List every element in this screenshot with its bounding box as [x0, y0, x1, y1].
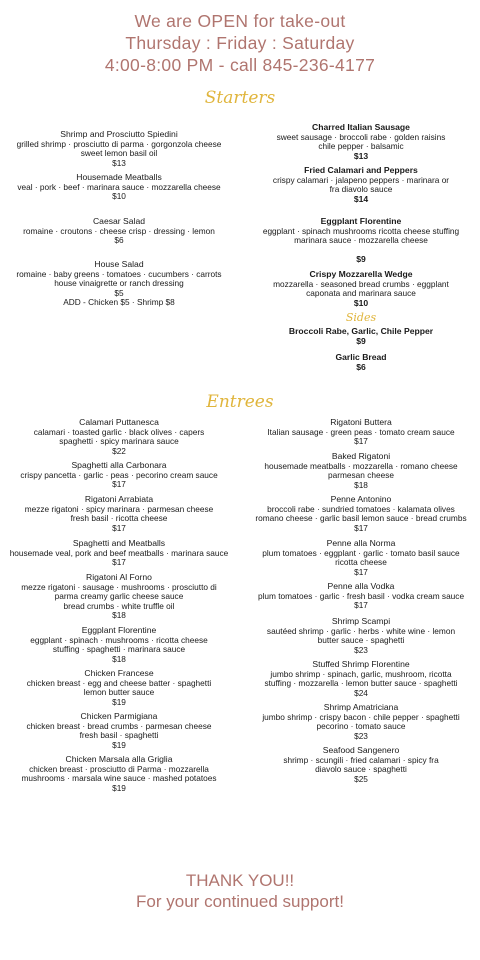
item-desc: housemade veal, pork and beef meatballs · marinara sauce — [9, 547, 229, 558]
item-desc: chile pepper · balsamic — [318, 141, 404, 152]
item-desc: crispy calamari · jalapeno peppers · marinara or — [272, 174, 450, 185]
item-name: Spaghetti alla Carbonara — [71, 460, 167, 470]
item-price: $24 — [354, 687, 368, 698]
item-price: $22 — [112, 445, 126, 456]
item-price: $13 — [112, 157, 126, 168]
item-price: $19 — [112, 739, 126, 750]
menu-item — [242, 353, 480, 372]
menu-item — [242, 582, 480, 611]
header — [0, 10, 480, 76]
starters-title: Starters — [204, 88, 276, 108]
menu-item — [0, 539, 238, 568]
menu-item — [242, 418, 480, 447]
item-name: Shrimp Amatriciana — [323, 702, 399, 712]
item-price: $23 — [354, 644, 368, 655]
item-desc: lemon butter sauce — [83, 687, 155, 698]
menu-item — [0, 217, 238, 246]
item-name: Stuffed Shrimp Florentine — [312, 659, 410, 669]
item-name: Rigatoni Al Forno — [86, 572, 152, 582]
item-desc: sautéed shrimp · garlic · herbs · white wine · lemon — [266, 625, 456, 636]
menu-item — [0, 260, 238, 308]
item-name: Broccoli Rabe, Garlic, Chile Pepper — [288, 326, 434, 336]
item-desc: plum tomatoes · eggplant · garlic · tomato basil sauce — [262, 547, 460, 558]
item-desc: spaghetti · spicy marinara sauce — [59, 436, 179, 447]
item-desc: mozzarella · seasoned bread crumbs · eggplant — [273, 278, 449, 289]
menu-item — [0, 461, 238, 490]
sides-title: Sides — [345, 311, 377, 324]
item-price: $6 — [114, 235, 124, 246]
item-desc: sweet sausage · broccoli rabe · golden raisins — [276, 131, 446, 142]
item-name: Caesar Salad — [92, 216, 146, 226]
item-price: $25 — [354, 773, 368, 784]
item-price: $14 — [353, 193, 369, 204]
item-price: $18 — [112, 610, 126, 621]
item-name: Penne alla Norma — [326, 538, 396, 548]
item-desc: butter sauce · spaghetti — [317, 635, 405, 646]
item-desc: mezze rigatoni · sausage · mushrooms · prosciutto di — [21, 581, 217, 592]
item-desc: housemade meatballs · mozzarella · romano cheese — [264, 460, 458, 471]
item-desc: marinara sauce · mozzarella cheese — [294, 235, 428, 246]
item-desc: broccoli rabe · sundried tomatoes · kalamata olives — [267, 503, 455, 514]
item-price: $9 — [356, 335, 366, 346]
item-desc: chicken breast · prosciutto di Parma · mozzarella — [29, 763, 209, 774]
item-name: Chicken Francese — [84, 668, 154, 678]
item-desc: chicken breast · bread crumbs · parmesan cheese — [26, 720, 212, 731]
item-price: $17 — [354, 600, 368, 611]
item-price: $17 — [112, 479, 126, 490]
item-name: Eggplant Florentine — [81, 625, 157, 635]
item-price: $17 — [354, 522, 368, 533]
item-desc: parma creamy garlic cheese sauce — [54, 591, 184, 602]
footer — [0, 870, 480, 912]
item-name: Calamari Puttanesca — [79, 417, 159, 427]
item-desc: sweet lemon basil oil — [80, 148, 158, 159]
item-desc: jumbo shrimp · spinach, garlic, mushroom, ricotta — [270, 668, 452, 679]
item-price: $13 — [353, 150, 369, 161]
menu-item — [0, 626, 238, 664]
item-name: Shrimp Scampi — [331, 616, 391, 626]
item-name: Eggplant Florentine — [320, 216, 402, 226]
item-name: Fried Calamari and Peppers — [304, 165, 418, 175]
item-name: Penne alla Vodka — [327, 581, 395, 591]
item-name: Chicken Marsala alla Griglia — [65, 754, 173, 764]
item-desc: eggplant · spinach mushrooms ricotta cheese stuffing — [262, 225, 460, 236]
item-desc: house vinaigrette or ranch dressing — [54, 278, 184, 289]
item-price: $17 — [112, 557, 126, 568]
item-desc: plum tomatoes · garlic · fresh basil · vodka cream sauce — [257, 590, 465, 601]
item-price: $6 — [356, 361, 366, 372]
item-name: Crispy Mozzarella Wedge — [309, 269, 413, 279]
menu-item — [0, 573, 238, 621]
item-desc: diavolo sauce · spaghetti — [315, 764, 407, 775]
item-name: House Salad — [94, 259, 144, 269]
menu-item — [0, 495, 238, 533]
item-desc: jumbo shrimp · crispy bacon · chile pepper · spaghetti — [262, 711, 460, 722]
item-desc: pecorino · tomato sauce — [316, 721, 406, 732]
item-price: $10 — [353, 297, 369, 308]
menu-item — [0, 669, 238, 707]
item-desc: eggplant · spinach · mushrooms · ricotta cheese — [30, 634, 208, 645]
item-desc: romano cheese · garlic basil lemon sauce · bread crumbs — [255, 513, 467, 524]
item-name: Housemade Meatballs — [76, 172, 162, 182]
item-desc: fra diavolo sauce — [329, 184, 393, 195]
item-name: Penne Antonino — [330, 494, 392, 504]
item-desc: Italian sausage · green peas · tomato cream sauce — [267, 426, 455, 437]
menu-item — [242, 660, 480, 698]
item-price: $19 — [112, 782, 126, 793]
item-name: Rigatoni Buttera — [330, 417, 392, 427]
item-name: Garlic Bread — [335, 352, 387, 362]
item-price: $17 — [354, 566, 368, 577]
item-addon: ADD - Chicken $5 · Shrimp $8 — [63, 297, 175, 308]
item-price: $18 — [112, 653, 126, 664]
item-desc: bread crumbs · white truffle oil — [63, 600, 175, 611]
footer-thank-you: THANK YOU!! — [185, 871, 295, 890]
item-desc: grilled shrimp · prosciutto di parma · gorgonzola cheese — [16, 138, 222, 149]
menu-item — [0, 755, 238, 793]
item-desc: crispy pancetta · garlic · peas · pecorino cream sauce — [20, 469, 218, 480]
item-name: Rigatoni Arrabiata — [84, 494, 154, 504]
item-name: Shrimp and Prosciutto Spiedini — [60, 129, 178, 139]
item-desc: mezze rigatoni · spicy marinara · parmesan cheese — [24, 503, 214, 514]
item-price: $5 — [114, 287, 124, 298]
item-price: $23 — [354, 730, 368, 741]
menu-item — [242, 123, 480, 161]
menu-item — [0, 173, 238, 202]
item-price: $17 — [354, 436, 368, 447]
item-desc: calamari · toasted garlic · black olives · capers — [33, 426, 205, 437]
item-desc: romaine · baby greens · tomatoes · cucumbers · carrots — [16, 268, 222, 279]
item-desc: romaine · croutons · cheese crisp · dressing · lemon — [23, 225, 215, 236]
item-desc: ricotta cheese — [335, 557, 387, 568]
item-desc: mushrooms · marsala wine sauce · mashed potatoes — [21, 773, 217, 784]
footer-support-line: For your continued support! — [136, 892, 344, 911]
menu-item — [0, 418, 238, 456]
menu-item — [242, 452, 480, 490]
menu-item — [242, 217, 480, 264]
item-price: $19 — [112, 696, 126, 707]
item-desc: caponata and marinara sauce — [306, 288, 416, 299]
header-hours-phone-line: 4:00-8:00 PM - call 845-236-4177 — [104, 55, 376, 75]
item-desc: shrimp · scungili · fried calamari · spicy fra — [283, 754, 439, 765]
menu-item — [242, 703, 480, 741]
item-name: Baked Rigatoni — [331, 451, 391, 461]
item-desc: fresh basil · spaghetti — [79, 730, 159, 741]
item-price: $17 — [112, 522, 126, 533]
header-days-line: Thursday : Friday : Saturday — [125, 33, 355, 53]
item-desc: stuffing · spaghetti · marinara sauce — [52, 644, 186, 655]
menu-item — [242, 166, 480, 204]
menu-item — [0, 130, 238, 168]
menu-item — [0, 712, 238, 750]
item-name: Chicken Parmigiana — [80, 711, 158, 721]
item-desc: stuffing · mozzarella · lemon butter sauce · spaghetti — [264, 678, 458, 689]
item-price: $18 — [354, 479, 368, 490]
item-price: $10 — [112, 191, 126, 202]
item-name: Charred Italian Sausage — [312, 122, 410, 132]
item-name: Spaghetti and Meatballs — [72, 538, 166, 548]
item-desc: veal · pork · beef · marinara sauce · mozzarella cheese — [17, 181, 221, 192]
item-price: $9 — [356, 253, 366, 264]
item-desc: parmesan cheese — [328, 470, 394, 481]
entrees-title: Entrees — [206, 392, 274, 412]
menu-item — [242, 495, 480, 533]
menu-item — [242, 327, 480, 346]
menu-item — [242, 746, 480, 784]
item-desc: chicken breast · egg and cheese batter · spaghetti — [26, 677, 212, 688]
menu-item — [242, 539, 480, 577]
item-desc: fresh basil · ricotta cheese — [70, 513, 168, 524]
menu-item — [242, 270, 480, 308]
menu-item — [242, 617, 480, 655]
header-open-line: We are OPEN for take-out — [134, 11, 346, 31]
item-name: Seafood Sangenero — [322, 745, 400, 755]
